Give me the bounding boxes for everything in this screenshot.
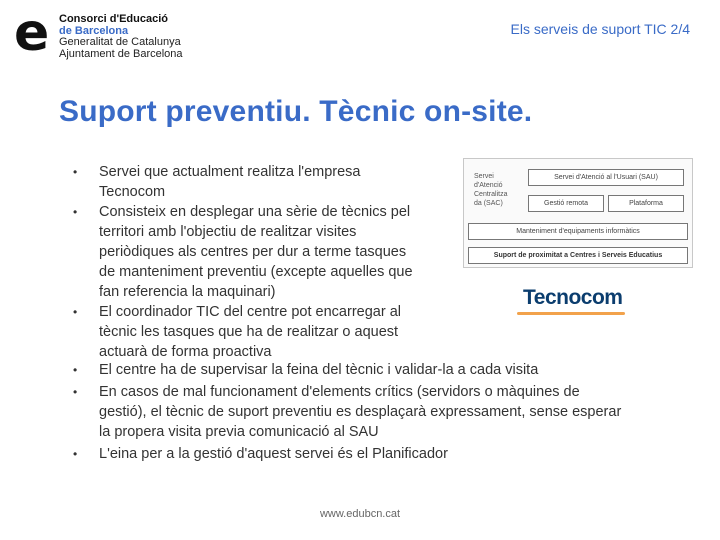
consorci-logo — [14, 3, 184, 63]
tecnocom-swoosh-icon — [517, 312, 625, 315]
footer-url: www.edubcn.cat — [319, 508, 401, 520]
bullet-line: El coordinador TIC del centre pot encarregar al — [99, 304, 401, 320]
bullet-item — [73, 202, 413, 302]
bullet-line: Servei que actualment realitza l'empresa — [99, 164, 361, 180]
manteniment-box: Manteniment d'equipaments informàtics — [468, 223, 688, 240]
bullet-item — [73, 444, 448, 464]
bullet-icon: • — [73, 447, 78, 461]
bullet-icon: • — [73, 305, 78, 319]
bullet-line: L'eina per a la gestió d'aquest servei és el Planificador — [99, 446, 448, 462]
bullet-item — [73, 162, 361, 202]
bullet-line: la propera visita previa comunicació al SAU — [99, 424, 379, 440]
plataforma-box: Plataforma — [608, 195, 684, 212]
bullet-line: gestió), el tècnic de suport preventiu es desplaçarà expressament, sense esperar — [99, 404, 622, 420]
bullet-item — [73, 360, 539, 380]
sac-label-line: d'Atenció — [474, 182, 503, 189]
bullet-line: tècnic les tasques que ha de realitzar o aquest — [99, 324, 399, 340]
bullet-line: Tecnocom — [99, 184, 166, 200]
sac-label — [474, 172, 526, 208]
sau-box: Servei d'Atenció al l'Usuari (SAU) — [528, 169, 684, 186]
bullet-line: actuarà de forma proactiva — [99, 344, 272, 360]
tecnocom-logo — [517, 282, 627, 322]
logo-line-2: de Barcelona — [59, 24, 129, 37]
logo-line-4: Ajuntament de Barcelona — [59, 47, 183, 60]
bullet-line: Consisteix en desplegar una sèrie de tècnics pel — [99, 204, 411, 220]
bullet-line: periòdiques als centres per dur a terme tasques — [99, 244, 407, 260]
bullet-line: En casos de mal funcionament d'elements crítics (servidors o màquines de — [99, 384, 580, 400]
bullet-line: territori amb l'objectiu de realitzar visites — [99, 224, 357, 240]
services-diagram — [463, 158, 693, 268]
logo-line-3: Generalitat de Catalunya — [59, 36, 181, 48]
bullet-line: fan referencia la maquinari) — [99, 284, 276, 300]
bullet-icon: • — [73, 363, 78, 377]
sac-label-line: Servei — [474, 173, 494, 180]
slide-section-title: Els serveis de suport TIC 2/4 — [510, 21, 690, 37]
sac-label-line: Centralitza — [474, 191, 508, 198]
logo-e-icon: e — [14, 3, 50, 63]
gestio-remota-box: Gestió remota — [528, 195, 604, 212]
tecnocom-logo-text: Tecnocom — [523, 286, 623, 309]
page-title: Suport preventiu. Tècnic on-site. — [59, 95, 533, 128]
bullet-item — [73, 302, 401, 362]
bullet-icon: • — [73, 165, 78, 179]
bullet-icon: • — [73, 385, 78, 399]
bullet-icon: • — [73, 205, 78, 219]
sac-label-line: da (SAC) — [474, 200, 503, 207]
bullet-line: El centre ha de supervisar la feina del tècnic i validar-la a cada visita — [99, 362, 539, 378]
logo-line-1: Consorci d'Educació — [59, 13, 168, 25]
bullet-line: de manteniment preventiu (excepte aquelles que — [99, 264, 413, 280]
proximitat-box: Suport de proximitat a Centres i Serveis Educatius — [468, 247, 688, 264]
logo-text — [59, 14, 183, 60]
bullet-item — [73, 382, 622, 442]
